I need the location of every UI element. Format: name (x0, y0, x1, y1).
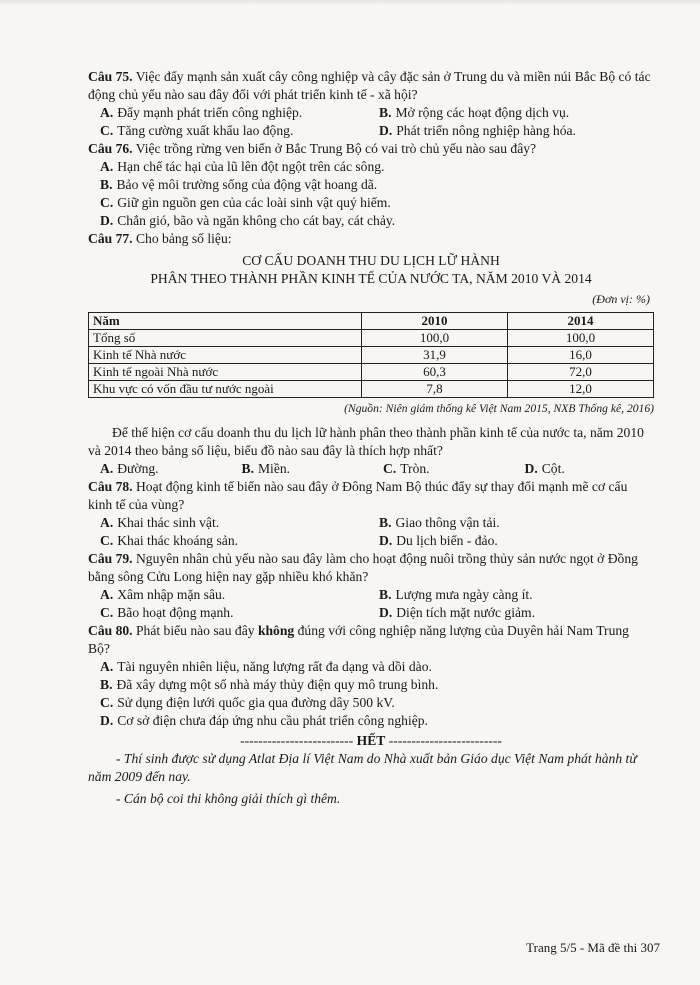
header-cell: 2014 (508, 313, 654, 330)
table-unit: (Đơn vị: %) (592, 292, 650, 306)
option-b: B. Đã xây dựng một số nhà máy thủy điện quy mô trung bình. (100, 677, 439, 692)
dashes-left: ------------------------- (240, 733, 354, 748)
question-label: Câu 76. (88, 141, 133, 156)
table-row (89, 381, 654, 398)
question-text-before: Phát biểu nào sau đây (135, 623, 255, 638)
question-80 (88, 622, 654, 658)
table-row (89, 364, 654, 381)
question-label: Câu 80. (88, 623, 133, 638)
row-label: Kinh tế Nhà nước (89, 347, 362, 364)
question-text: Việc trồng rừng ven biển ở Bắc Trung Bộ có vai trò chủ yếu nào sau đây? (135, 141, 537, 156)
option-b: B. Lượng mưa ngày càng ít. (379, 587, 533, 602)
question-79 (88, 550, 654, 586)
option-b: B. Miền. (241, 461, 291, 476)
cell-value: 16,0 (508, 347, 654, 364)
option-c: C. Giữ gìn nguồn gen của các loài sinh vật quý hiếm. (100, 195, 391, 210)
option-a: A. Đẩy mạnh phát triển công nghiệp. (100, 105, 303, 120)
question-text: Cho bảng số liệu: (135, 231, 232, 246)
option-c: C. Tròn. (383, 461, 430, 476)
option-d: D. Phát triển nông nghiệp hàng hóa. (379, 123, 576, 138)
question-text: Việc đẩy mạnh sản xuất cây công nghiệp và cây đặc sản ở Trung du và miền núi Bắc Bộ có tác động chủ yếu nào sau đây đối với phát triển kinh tế - xã hội? (88, 69, 651, 102)
option-b: B. Giao thông vận tải. (379, 515, 500, 530)
question-label: Câu 75. (88, 69, 133, 84)
question-label: Câu 77. (88, 231, 133, 246)
question-77 (88, 230, 654, 248)
dashes-right: ------------------------- (388, 733, 502, 748)
question-text-after: đúng với công nghiệp năng lượng của Duyên hải Nam Trung Bộ? (88, 623, 629, 656)
page-content (88, 68, 654, 808)
header-cell: 2010 (362, 313, 508, 330)
data-table (88, 312, 654, 398)
row-label: Kinh tế ngoài Nhà nước (89, 364, 362, 381)
table-source: (Nguồn: Niên giám thống kê Việt Nam 2015, NXB Thống kê, 2016) (344, 402, 654, 415)
table-row (89, 347, 654, 364)
option-b: B. Mở rộng các hoạt động dịch vụ. (379, 105, 570, 120)
question-80-options (88, 658, 654, 730)
question-77-prompt: Để thể hiện cơ cấu doanh thu du lịch lữ hành phân theo thành phần kinh tế của nước ta, năm 2010 và 2014 theo bảng số liệu, biểu đồ nào sau đây là thích hợp nhất? (88, 425, 644, 458)
cell-value: 60,3 (362, 364, 508, 381)
option-d: D. Cơ sở điện chưa đáp ứng nhu cầu phát triển công nghiệp. (100, 713, 428, 728)
question-76 (88, 140, 654, 158)
row-label: Khu vực có vốn đầu tư nước ngoài (89, 381, 362, 398)
option-a: A. Xâm nhập mặn sâu. (100, 587, 226, 602)
cell-value: 7,8 (362, 381, 508, 398)
table-title-line-1: CƠ CẤU DOANH THU DU LỊCH LỮ HÀNH (242, 253, 500, 268)
option-a: A. Hạn chế tác hại của lũ lên đột ngột trên các sông. (100, 159, 385, 174)
option-a: A. Đường. (100, 461, 159, 476)
question-79-options (88, 586, 654, 622)
option-c: C. Tăng cường xuất khẩu lao động. (100, 123, 294, 138)
cell-value: 31,9 (362, 347, 508, 364)
question-text: Nguyên nhân chủ yếu nào sau đây làm cho hoạt động nuôi trồng thủy sản nước ngọt ở Đồng bằng sông Cửu Long hiện nay gặp nhiều khó khăn? (88, 551, 638, 584)
question-text: Hoạt động kinh tế biển nào sau đây ở Đông Nam Bộ thúc đẩy sự thay đổi mạnh mẽ cơ cấu kinh tế của vùng? (88, 479, 628, 512)
question-77-options (88, 460, 654, 478)
cell-value: 100,0 (362, 330, 508, 347)
end-word: HẾT (356, 733, 386, 748)
end-marker (88, 732, 654, 750)
cell-value: 72,0 (508, 364, 654, 381)
cell-value: 100,0 (508, 330, 654, 347)
question-76-options (88, 158, 654, 230)
question-label: Câu 79. (88, 551, 133, 566)
table-header-row (89, 313, 654, 330)
option-c: C. Khai thác khoáng sản. (100, 533, 239, 548)
option-c: C. Sử dụng điện lưới quốc gia qua đường dây 500 kV. (100, 695, 395, 710)
table-title-line-2: PHÂN THEO THÀNH PHẦN KINH TẾ CỦA NƯỚC TA, NĂM 2010 VÀ 2014 (150, 271, 592, 286)
option-b: B. Bảo vệ môi trường sống của động vật hoang dã. (100, 177, 378, 192)
option-d: D. Cột. (524, 461, 565, 476)
option-a: A. Khai thác sinh vật. (100, 515, 220, 530)
option-d: D. Chắn gió, bão và ngăn không cho cát bay, cát chảy. (100, 213, 396, 228)
option-d: D. Diện tích mặt nước giảm. (379, 605, 535, 620)
question-78 (88, 478, 654, 514)
row-label: Tổng số (89, 330, 362, 347)
page-footer: Trang 5/5 - Mã đề thi 307 (526, 940, 660, 955)
option-d: D. Du lịch biển - đảo. (379, 533, 498, 548)
table-row (89, 330, 654, 347)
question-text-emphasis: không (257, 623, 295, 638)
scan-edge (0, 0, 700, 6)
cell-value: 12,0 (508, 381, 654, 398)
option-a: A. Tài nguyên nhiên liệu, năng lượng rất đa dạng và dồi dào. (100, 659, 432, 674)
header-cell: Năm (89, 313, 362, 330)
note-atlas: - Thí sinh được sử dụng Atlat Địa lí Việt Nam do Nhà xuất bản Giáo dục Việt Nam phát hành từ năm 2009 đến nay. (88, 751, 637, 784)
option-c: C. Bão hoạt động mạnh. (100, 605, 234, 620)
question-75 (88, 68, 654, 104)
question-label: Câu 78. (88, 479, 133, 494)
note-invigilator: - Cán bộ coi thi không giải thích gì thêm. (116, 791, 341, 806)
question-75-options (88, 104, 654, 140)
question-78-options (88, 514, 654, 550)
